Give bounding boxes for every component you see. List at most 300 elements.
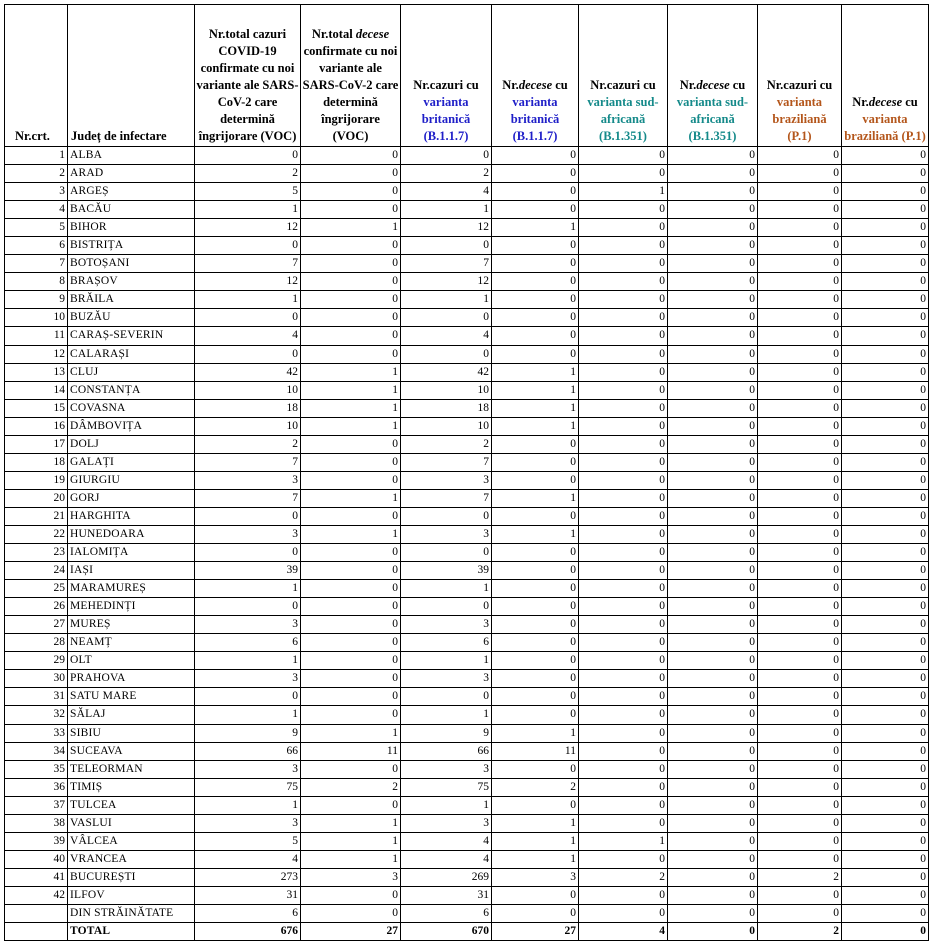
cell-judet: DOLJ (68, 435, 195, 453)
cell-sa-deaths: 0 (668, 525, 758, 543)
cell-total-deaths: 0 (301, 598, 401, 616)
cell-total-deaths: 0 (301, 544, 401, 562)
cell-nr: 25 (5, 580, 68, 598)
cell-uk-cases: 4 (401, 850, 492, 868)
cell-total-deaths: 1 (301, 417, 401, 435)
cell-uk-deaths: 0 (492, 886, 579, 904)
cell-total-deaths: 1 (301, 489, 401, 507)
cell-uk-deaths: 0 (492, 562, 579, 580)
cell-nr: 19 (5, 471, 68, 489)
cell-br-deaths: 0 (842, 165, 929, 183)
header-total-deaths: Nr.total decese confirmate cu noi variante ale SARS-CoV-2 care determină îngrijorare (VOC) (301, 5, 401, 147)
cell-br-cases: 0 (758, 778, 842, 796)
cell-br-deaths: 0 (842, 724, 929, 742)
cell-total-cases: 6 (195, 904, 301, 922)
cell-br-deaths: 0 (842, 760, 929, 778)
cell-uk-deaths: 0 (492, 327, 579, 345)
cell-br-deaths: 0 (842, 237, 929, 255)
cell-uk-cases: 4 (401, 327, 492, 345)
table-row (5, 399, 929, 417)
cell-uk-deaths: 27 (492, 923, 579, 941)
table-row (5, 796, 929, 814)
cell-total-deaths: 0 (301, 886, 401, 904)
cell-uk-deaths: 1 (492, 832, 579, 850)
cell-br-deaths: 0 (842, 147, 929, 165)
cell-uk-cases: 0 (401, 237, 492, 255)
table-row (5, 219, 929, 237)
cell-judet: GORJ (68, 489, 195, 507)
cell-total-cases: 4 (195, 327, 301, 345)
cell-total-cases: 10 (195, 381, 301, 399)
cell-total-deaths: 0 (301, 652, 401, 670)
cell-judet: ILFOV (68, 886, 195, 904)
header-total-cases: Nr.total cazuri COVID-19 confirmate cu noi variante ale SARS-CoV-2 care determină îngrijorare (VOC) (195, 5, 301, 147)
cell-total-cases: 66 (195, 742, 301, 760)
cell-sa-deaths: 0 (668, 634, 758, 652)
table-row (5, 868, 929, 886)
cell-br-cases: 2 (758, 923, 842, 941)
cell-sa-cases: 0 (579, 381, 668, 399)
cell-total-cases: 676 (195, 923, 301, 941)
cell-br-cases: 0 (758, 850, 842, 868)
table-row (5, 273, 929, 291)
cell-uk-deaths: 0 (492, 544, 579, 562)
cell-judet: OLT (68, 652, 195, 670)
cell-judet: BACĂU (68, 201, 195, 219)
cell-total-deaths: 2 (301, 778, 401, 796)
cell-nr: 2 (5, 165, 68, 183)
cell-total-deaths: 0 (301, 616, 401, 634)
cell-sa-cases: 0 (579, 435, 668, 453)
cell-judet: HUNEDOARA (68, 525, 195, 543)
header-judet: Județ de infectare (68, 5, 195, 147)
cell-total-cases: 3 (195, 616, 301, 634)
cell-total-cases: 1 (195, 291, 301, 309)
cell-total-deaths: 0 (301, 634, 401, 652)
cell-uk-deaths: 0 (492, 580, 579, 598)
cell-br-deaths: 0 (842, 435, 929, 453)
cell-br-cases: 0 (758, 616, 842, 634)
cell-sa-cases: 0 (579, 724, 668, 742)
cell-nr: 18 (5, 453, 68, 471)
cell-br-cases: 0 (758, 706, 842, 724)
cell-nr: 21 (5, 507, 68, 525)
cell-sa-cases: 0 (579, 219, 668, 237)
cell-sa-cases: 0 (579, 580, 668, 598)
cell-nr: 4 (5, 201, 68, 219)
cell-br-cases: 0 (758, 544, 842, 562)
cell-sa-deaths: 0 (668, 778, 758, 796)
cell-br-deaths: 0 (842, 670, 929, 688)
cell-judet: NEAMȚ (68, 634, 195, 652)
cell-sa-cases: 0 (579, 778, 668, 796)
cell-total-deaths: 1 (301, 832, 401, 850)
cell-total-cases: 6 (195, 634, 301, 652)
cell-uk-cases: 6 (401, 904, 492, 922)
cell-total-cases: 0 (195, 147, 301, 165)
cell-uk-cases: 66 (401, 742, 492, 760)
cell-br-deaths: 0 (842, 580, 929, 598)
cell-sa-deaths: 0 (668, 219, 758, 237)
header-uk-deaths: Nr.decese cu varianta britanică (B.1.1.7) (492, 5, 579, 147)
cell-nr: 23 (5, 544, 68, 562)
cell-br-cases: 0 (758, 363, 842, 381)
cell-total-deaths: 0 (301, 291, 401, 309)
cell-total-deaths: 11 (301, 742, 401, 760)
cell-uk-cases: 3 (401, 471, 492, 489)
cell-br-cases: 0 (758, 507, 842, 525)
cell-judet: HARGHITA (68, 507, 195, 525)
table-row (5, 724, 929, 742)
cell-total-deaths: 1 (301, 814, 401, 832)
cell-judet: PRAHOVA (68, 670, 195, 688)
cell-br-deaths: 0 (842, 291, 929, 309)
table-row (5, 562, 929, 580)
cell-uk-deaths: 0 (492, 634, 579, 652)
cell-judet: VASLUI (68, 814, 195, 832)
cell-br-deaths: 0 (842, 814, 929, 832)
cell-nr: 15 (5, 399, 68, 417)
cell-total-deaths: 0 (301, 327, 401, 345)
cell-br-cases: 0 (758, 814, 842, 832)
cell-sa-deaths: 0 (668, 417, 758, 435)
cell-total-deaths: 1 (301, 525, 401, 543)
cell-sa-deaths: 0 (668, 309, 758, 327)
cell-nr: 24 (5, 562, 68, 580)
cell-judet: ALBA (68, 147, 195, 165)
cell-uk-deaths: 0 (492, 507, 579, 525)
cell-judet: BISTRIȚA (68, 237, 195, 255)
cell-sa-deaths: 0 (668, 544, 758, 562)
cell-br-cases: 0 (758, 399, 842, 417)
cell-judet: CLUJ (68, 363, 195, 381)
table-row (5, 507, 929, 525)
cell-judet: TELEORMAN (68, 760, 195, 778)
cell-sa-deaths: 0 (668, 183, 758, 201)
cell-total-deaths: 0 (301, 255, 401, 273)
cell-judet: VÂLCEA (68, 832, 195, 850)
cell-total-deaths: 0 (301, 796, 401, 814)
cell-br-deaths: 0 (842, 327, 929, 345)
cell-total-cases: 7 (195, 489, 301, 507)
cell-total-deaths: 1 (301, 850, 401, 868)
cell-sa-cases: 0 (579, 634, 668, 652)
cell-total-cases: 1 (195, 706, 301, 724)
table-row (5, 652, 929, 670)
cell-uk-deaths: 0 (492, 471, 579, 489)
cell-sa-deaths: 0 (668, 616, 758, 634)
table-row (5, 580, 929, 598)
cell-sa-cases: 0 (579, 742, 668, 760)
cell-br-cases: 0 (758, 598, 842, 616)
cell-uk-deaths: 11 (492, 742, 579, 760)
header-sa-deaths: Nr.decese cu varianta sud-africană (B.1.351) (668, 5, 758, 147)
cell-total-cases: 0 (195, 309, 301, 327)
cell-uk-deaths: 3 (492, 868, 579, 886)
table-row (5, 237, 929, 255)
cell-total-deaths: 1 (301, 381, 401, 399)
cell-br-deaths: 0 (842, 886, 929, 904)
cell-total-deaths: 0 (301, 273, 401, 291)
cell-sa-deaths: 0 (668, 724, 758, 742)
cell-uk-cases: 4 (401, 183, 492, 201)
cell-judet: ARAD (68, 165, 195, 183)
cell-br-cases: 0 (758, 453, 842, 471)
cell-uk-cases: 3 (401, 670, 492, 688)
cell-br-deaths: 0 (842, 417, 929, 435)
cell-br-deaths: 0 (842, 255, 929, 273)
cell-nr: 38 (5, 814, 68, 832)
cell-nr: 7 (5, 255, 68, 273)
cell-uk-deaths: 0 (492, 291, 579, 309)
cell-nr: 10 (5, 309, 68, 327)
cell-br-cases: 0 (758, 832, 842, 850)
header-br-cases: Nr.cazuri cu varianta braziliană (P.1) (758, 5, 842, 147)
cell-judet: BRAȘOV (68, 273, 195, 291)
header-nr-crt: Nr.crt. (5, 5, 68, 147)
cell-total-cases: 0 (195, 688, 301, 706)
cell-br-cases: 0 (758, 724, 842, 742)
cell-br-deaths: 0 (842, 399, 929, 417)
cell-nr: 14 (5, 381, 68, 399)
cell-nr: 6 (5, 237, 68, 255)
cell-total-cases: 1 (195, 652, 301, 670)
cell-br-deaths: 0 (842, 706, 929, 724)
cell-br-deaths: 0 (842, 850, 929, 868)
cell-nr: 40 (5, 850, 68, 868)
cell-uk-deaths: 0 (492, 598, 579, 616)
cell-sa-cases: 0 (579, 309, 668, 327)
cell-uk-deaths: 1 (492, 381, 579, 399)
cell-sa-cases: 0 (579, 598, 668, 616)
cell-nr: 28 (5, 634, 68, 652)
cell-uk-cases: 0 (401, 544, 492, 562)
cell-total-deaths: 3 (301, 868, 401, 886)
cell-br-cases: 0 (758, 147, 842, 165)
cell-uk-cases: 0 (401, 345, 492, 363)
cell-total-cases: 12 (195, 273, 301, 291)
cell-judet: BRĂILA (68, 291, 195, 309)
cell-uk-deaths: 0 (492, 435, 579, 453)
cell-uk-deaths: 0 (492, 453, 579, 471)
cell-nr: 26 (5, 598, 68, 616)
cell-br-deaths: 0 (842, 904, 929, 922)
cell-sa-cases: 0 (579, 904, 668, 922)
cell-uk-deaths: 0 (492, 760, 579, 778)
cell-total-deaths: 0 (301, 183, 401, 201)
cell-uk-cases: 31 (401, 886, 492, 904)
cell-sa-cases: 0 (579, 327, 668, 345)
cell-uk-cases: 1 (401, 201, 492, 219)
cell-sa-deaths: 0 (668, 706, 758, 724)
table-row (5, 778, 929, 796)
table-row (5, 760, 929, 778)
cell-judet: SATU MARE (68, 688, 195, 706)
cell-uk-cases: 3 (401, 814, 492, 832)
table-row (5, 525, 929, 543)
table-row (5, 832, 929, 850)
cell-br-deaths: 0 (842, 219, 929, 237)
cell-br-cases: 0 (758, 580, 842, 598)
cell-sa-deaths: 0 (668, 345, 758, 363)
cell-uk-deaths: 1 (492, 219, 579, 237)
cell-uk-cases: 9 (401, 724, 492, 742)
cell-sa-cases: 0 (579, 525, 668, 543)
cell-nr: 20 (5, 489, 68, 507)
cell-uk-deaths: 0 (492, 904, 579, 922)
cell-judet: BOTOȘANI (68, 255, 195, 273)
cell-sa-deaths: 0 (668, 562, 758, 580)
voc-variants-table (4, 4, 929, 941)
table-row (5, 814, 929, 832)
cell-br-deaths: 0 (842, 544, 929, 562)
cell-sa-cases: 0 (579, 363, 668, 381)
cell-sa-deaths: 0 (668, 796, 758, 814)
table-row (5, 255, 929, 273)
cell-sa-cases: 0 (579, 796, 668, 814)
cell-br-deaths: 0 (842, 381, 929, 399)
cell-nr (5, 923, 68, 941)
cell-judet: BIHOR (68, 219, 195, 237)
cell-judet: MUREȘ (68, 616, 195, 634)
cell-uk-cases: 269 (401, 868, 492, 886)
cell-judet: SIBIU (68, 724, 195, 742)
cell-judet: CONSTANȚA (68, 381, 195, 399)
table-row (5, 381, 929, 399)
cell-br-deaths: 0 (842, 345, 929, 363)
cell-total-cases: 2 (195, 435, 301, 453)
cell-total-deaths: 0 (301, 165, 401, 183)
cell-sa-deaths: 0 (668, 255, 758, 273)
cell-total-deaths: 1 (301, 724, 401, 742)
cell-sa-deaths: 0 (668, 237, 758, 255)
cell-br-cases: 0 (758, 255, 842, 273)
table-row (5, 706, 929, 724)
cell-sa-deaths: 0 (668, 904, 758, 922)
cell-total-cases: 18 (195, 399, 301, 417)
cell-sa-deaths: 0 (668, 886, 758, 904)
cell-br-cases: 0 (758, 760, 842, 778)
cell-uk-cases: 3 (401, 616, 492, 634)
cell-uk-cases: 3 (401, 525, 492, 543)
cell-uk-deaths: 1 (492, 417, 579, 435)
cell-total-cases: 1 (195, 201, 301, 219)
cell-total-cases: 1 (195, 580, 301, 598)
cell-br-cases: 0 (758, 273, 842, 291)
cell-sa-cases: 0 (579, 417, 668, 435)
cell-br-deaths: 0 (842, 796, 929, 814)
cell-sa-deaths: 0 (668, 291, 758, 309)
cell-br-deaths: 0 (842, 273, 929, 291)
cell-judet: SĂLAJ (68, 706, 195, 724)
cell-judet: BUZĂU (68, 309, 195, 327)
cell-sa-deaths: 0 (668, 688, 758, 706)
cell-br-cases: 0 (758, 309, 842, 327)
table-row (5, 327, 929, 345)
cell-uk-deaths: 1 (492, 399, 579, 417)
cell-sa-cases: 1 (579, 183, 668, 201)
cell-sa-cases: 0 (579, 886, 668, 904)
cell-uk-cases: 0 (401, 147, 492, 165)
cell-sa-deaths: 0 (668, 399, 758, 417)
cell-br-cases: 0 (758, 201, 842, 219)
cell-sa-deaths: 0 (668, 652, 758, 670)
cell-uk-cases: 39 (401, 562, 492, 580)
cell-total-deaths: 1 (301, 363, 401, 381)
table-row (5, 742, 929, 760)
cell-br-deaths: 0 (842, 832, 929, 850)
cell-nr: 33 (5, 724, 68, 742)
cell-sa-cases: 0 (579, 760, 668, 778)
cell-br-cases: 0 (758, 525, 842, 543)
cell-sa-deaths: 0 (668, 670, 758, 688)
cell-sa-deaths: 0 (668, 165, 758, 183)
cell-total-deaths: 27 (301, 923, 401, 941)
cell-br-deaths: 0 (842, 489, 929, 507)
cell-judet: ARGEȘ (68, 183, 195, 201)
cell-total-cases: 3 (195, 525, 301, 543)
cell-uk-cases: 7 (401, 453, 492, 471)
cell-nr: 17 (5, 435, 68, 453)
cell-uk-deaths: 0 (492, 165, 579, 183)
table-row (5, 165, 929, 183)
cell-total-deaths: 0 (301, 435, 401, 453)
cell-uk-cases: 18 (401, 399, 492, 417)
cell-total-cases: 1 (195, 796, 301, 814)
cell-total-cases: 42 (195, 363, 301, 381)
table-row (5, 886, 929, 904)
cell-br-cases: 0 (758, 688, 842, 706)
cell-br-deaths: 0 (842, 742, 929, 760)
table-row (5, 616, 929, 634)
cell-uk-cases: 0 (401, 507, 492, 525)
cell-br-cases: 0 (758, 381, 842, 399)
table-row (5, 363, 929, 381)
cell-br-deaths: 0 (842, 868, 929, 886)
table-row (5, 904, 929, 922)
cell-uk-deaths: 0 (492, 237, 579, 255)
cell-sa-cases: 0 (579, 670, 668, 688)
cell-sa-cases: 0 (579, 814, 668, 832)
cell-br-deaths: 0 (842, 183, 929, 201)
cell-sa-deaths: 0 (668, 742, 758, 760)
table-row (5, 453, 929, 471)
cell-sa-cases: 2 (579, 868, 668, 886)
cell-uk-cases: 1 (401, 796, 492, 814)
cell-sa-deaths: 0 (668, 868, 758, 886)
cell-br-deaths: 0 (842, 507, 929, 525)
cell-total-cases: 3 (195, 670, 301, 688)
cell-total-cases: 7 (195, 255, 301, 273)
total-row (5, 923, 929, 941)
cell-uk-deaths: 0 (492, 183, 579, 201)
cell-total-cases: 3 (195, 814, 301, 832)
cell-uk-deaths: 0 (492, 147, 579, 165)
cell-br-deaths: 0 (842, 652, 929, 670)
cell-nr: 34 (5, 742, 68, 760)
cell-br-cases: 0 (758, 742, 842, 760)
table-row (5, 435, 929, 453)
cell-sa-deaths: 0 (668, 381, 758, 399)
cell-br-cases: 0 (758, 291, 842, 309)
cell-total-cases: 75 (195, 778, 301, 796)
cell-sa-cases: 0 (579, 688, 668, 706)
table-row (5, 634, 929, 652)
cell-sa-deaths: 0 (668, 363, 758, 381)
cell-nr: 30 (5, 670, 68, 688)
cell-sa-deaths: 0 (668, 471, 758, 489)
cell-sa-cases: 0 (579, 616, 668, 634)
